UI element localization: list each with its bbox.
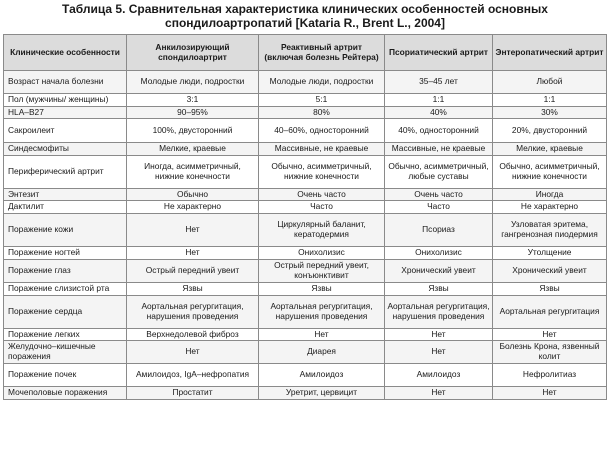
comparison-table [3,34,607,400]
table-cell: Онихолизис [259,247,385,260]
table-cell: Обычно, асимметричный, любые суставы [385,156,493,189]
table-cell: Аортальная регургитация, нарушения проведения [259,296,385,329]
table-cell: Верхнедолевой фиброз [127,329,259,341]
table-cell: Не характерно [493,201,607,214]
table-cell: Нефролитиаз [493,364,607,387]
table-row [4,329,607,341]
table-cell: Очень часто [385,189,493,201]
table-cell: 40%, односторонний [385,119,493,143]
table-cell: Уретрит, цервицит [259,387,385,400]
table-cell: Узловатая эритема, гангренозная пиодермия [493,214,607,247]
table-row [4,364,607,387]
table-row [4,341,607,364]
table-cell: Нет [493,387,607,400]
table-row [4,214,607,247]
row-label: Мочеполовые поражения [4,387,127,400]
table-header [4,35,607,71]
table-cell: Не характерно [127,201,259,214]
table-cell: Хронический увеит [493,260,607,283]
table-title [0,2,610,30]
title-line-1: Таблица 5. Сравнительная характеристика клинических особенностей основных [62,2,548,16]
row-label: Синдесмофиты [4,143,127,156]
table-cell: Очень часто [259,189,385,201]
table-cell: Иногда [493,189,607,201]
table-row [4,201,607,214]
table-cell: Часто [259,201,385,214]
row-label: Поражение глаз [4,260,127,283]
table-cell: Молодые люди, подростки [259,71,385,94]
row-label: Поражение ногтей [4,247,127,260]
table-cell: Нет [127,247,259,260]
table-cell: Диарея [259,341,385,364]
row-label: Поражение сердца [4,296,127,329]
table-cell: Утолщение [493,247,607,260]
table-row [4,71,607,94]
column-header: Анкилозирующий спондилоартрит [127,35,259,71]
table-cell: 80% [259,107,385,119]
table-cell: Иногда, асимметричный, нижние конечности [127,156,259,189]
table-cell: Массивные, не краевые [385,143,493,156]
table-cell: 40–60%, односторонний [259,119,385,143]
table-cell: Псориаз [385,214,493,247]
table-body [4,71,607,400]
table-cell: 1:1 [493,94,607,107]
table-cell: Язвы [385,283,493,296]
table-cell: Аортальная регургитация, нарушения проведения [127,296,259,329]
table-cell: Любой [493,71,607,94]
table-cell: 1:1 [385,94,493,107]
table-cell: Обычно, асимметричный, нижние конечности [259,156,385,189]
row-label: Желудочно–кишечные поражения [4,341,127,364]
table-cell: Нет [259,329,385,341]
table-cell: Нет [385,341,493,364]
table-row [4,296,607,329]
header-row [4,35,607,71]
table-cell: Нет [127,341,259,364]
row-label: Энтезит [4,189,127,201]
table-cell: 35–45 лет [385,71,493,94]
table-row [4,387,607,400]
table-cell: 20%, двусторонний [493,119,607,143]
table-cell: Хронический увеит [385,260,493,283]
table-cell: Острый передний увеит [127,260,259,283]
table-row [4,94,607,107]
table-row [4,283,607,296]
table-cell: Нет [493,329,607,341]
column-header: Клинические особенности [4,35,127,71]
table-cell: Амилоидоз, IgA–нефропатия [127,364,259,387]
row-label: HLA–B27 [4,107,127,119]
table-cell: Аортальная регургитация, нарушения проведения [385,296,493,329]
table-cell: Нет [127,214,259,247]
table-cell: Мелкие, краевые [493,143,607,156]
table-cell: Часто [385,201,493,214]
row-label: Поражение кожи [4,214,127,247]
table-cell: Язвы [493,283,607,296]
table-cell: Нет [385,329,493,341]
table-cell: Язвы [127,283,259,296]
table-row [4,156,607,189]
table-row [4,189,607,201]
table-cell: 5:1 [259,94,385,107]
table-cell: 3:1 [127,94,259,107]
row-label: Периферический артрит [4,156,127,189]
table-cell: Массивные, не краевые [259,143,385,156]
table-cell: Молодые люди, подростки [127,71,259,94]
column-header: Псориатический артрит [385,35,493,71]
table-row [4,260,607,283]
table-cell: Аортальная регургитация [493,296,607,329]
table-cell: Нет [385,387,493,400]
table-cell: 90–95% [127,107,259,119]
column-header: Энтеропатический артрит [493,35,607,71]
row-label: Поражение почек [4,364,127,387]
row-label: Пол (мужчины/ женщины) [4,94,127,107]
table-cell: Обычно [127,189,259,201]
table-cell: Онихолизис [385,247,493,260]
table-row [4,143,607,156]
table-cell: Острый передний увеит, конъюнктивит [259,260,385,283]
row-label: Сакроилеит [4,119,127,143]
table-cell: Мелкие, краевые [127,143,259,156]
table-row [4,247,607,260]
row-label: Поражение слизистой рта [4,283,127,296]
table-cell: Обычно, асимметричный, нижние конечности [493,156,607,189]
row-label: Поражение легких [4,329,127,341]
table-cell: Амилоидоз [259,364,385,387]
table-cell: 30% [493,107,607,119]
table-cell: 100%, двусторонний [127,119,259,143]
table-cell: Язвы [259,283,385,296]
table-cell: 40% [385,107,493,119]
title-line-2: спондилоартропатий [Kataria R., Brent L., 2004] [165,16,445,30]
table-cell: Болезнь Крона, язвенный колит [493,341,607,364]
table-cell: Циркулярный баланит, кератодермия [259,214,385,247]
table-row [4,119,607,143]
row-label: Возраст начала болезни [4,71,127,94]
table-cell: Простатит [127,387,259,400]
table-row [4,107,607,119]
row-label: Дактилит [4,201,127,214]
table-cell: Амилоидоз [385,364,493,387]
column-header: Реактивный артрит (включая болезнь Рейтера) [259,35,385,71]
